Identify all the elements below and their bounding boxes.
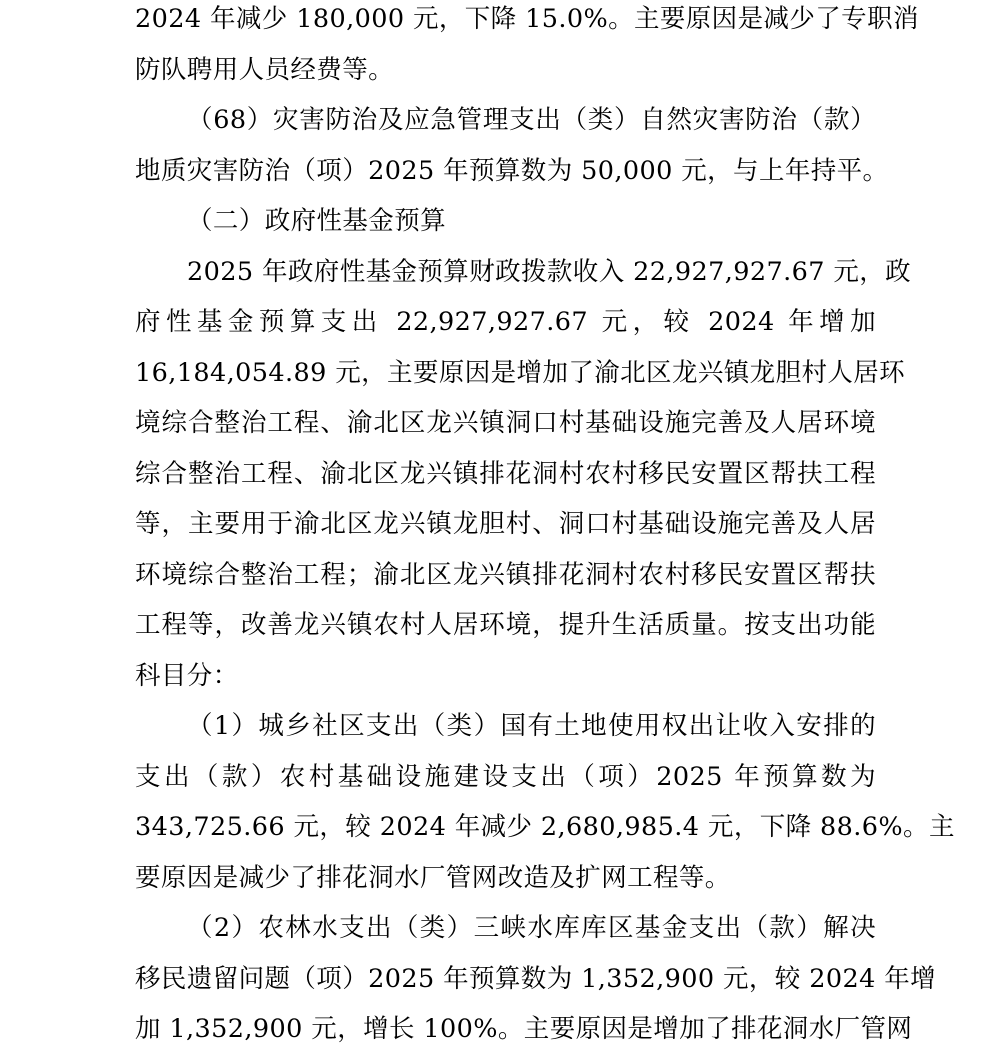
text-line: 支出（款）农村基础设施建设支出（项）2025 年预算数为 bbox=[135, 761, 876, 792]
text-line: 综合整治工程、渝北区龙兴镇排花洞村农村移民安置区帮扶工程 bbox=[135, 458, 876, 489]
text-line: 要原因是减少了排花洞水厂管网改造及扩网工程等。 bbox=[135, 862, 731, 893]
text-line: 343,725.66 元，较 2024 年减少 2,680,985.4 元，下降 88.6%。主 bbox=[135, 812, 955, 842]
section-heading: （二）政府性基金预算 bbox=[187, 206, 447, 236]
text-line: 2024 年减少 180,000 元，下降 15.0%。主要原因是减少了专职消 bbox=[135, 4, 919, 34]
text-line: 16,184,054.89 元，主要原因是增加了渝北区龙兴镇龙胆村人居环 bbox=[135, 357, 906, 388]
text-line: 科目分： bbox=[135, 660, 239, 691]
text-line: 府性基金预算支出 22,927,927.67 元，较 2024 年增加 bbox=[135, 307, 876, 337]
text-line: （68）灾害防治及应急管理支出（类）自然灾害防治（款） bbox=[187, 105, 876, 135]
text-line: （2）农林水支出（类）三峡水库库区基金支出（款）解决 bbox=[187, 913, 876, 943]
text-line: 移民遗留问题（项）2025 年预算数为 1,352,900 元，较 2024 年增 bbox=[135, 963, 936, 994]
text-line: （1）城乡社区支出（类）国有土地使用权出让收入安排的 bbox=[187, 711, 876, 741]
text-line: 境综合整治工程、渝北区龙兴镇洞口村基础设施完善及人居环境 bbox=[135, 408, 876, 438]
text-line: 防队聘用人员经费等。 bbox=[135, 54, 395, 85]
text-line: 环境综合整治工程；渝北区龙兴镇排花洞村农村移民安置区帮扶 bbox=[135, 559, 876, 590]
text-line: 加 1,352,900 元，增长 100%。主要原因是增加了排花洞水厂管网 bbox=[135, 1014, 913, 1044]
text-line: 工程等，改善龙兴镇农村人居环境，提升生活质量。按支出功能 bbox=[135, 610, 876, 640]
text-line: 等，主要用于渝北区龙兴镇龙胆村、洞口村基础设施完善及人居 bbox=[135, 509, 876, 539]
text-line: 地质灾害防治（项）2025 年预算数为 50,000 元，与上年持平。 bbox=[135, 155, 889, 186]
text-line: 2025 年政府性基金预算财政拨款收入 22,927,927.67 元，政 bbox=[187, 256, 912, 287]
